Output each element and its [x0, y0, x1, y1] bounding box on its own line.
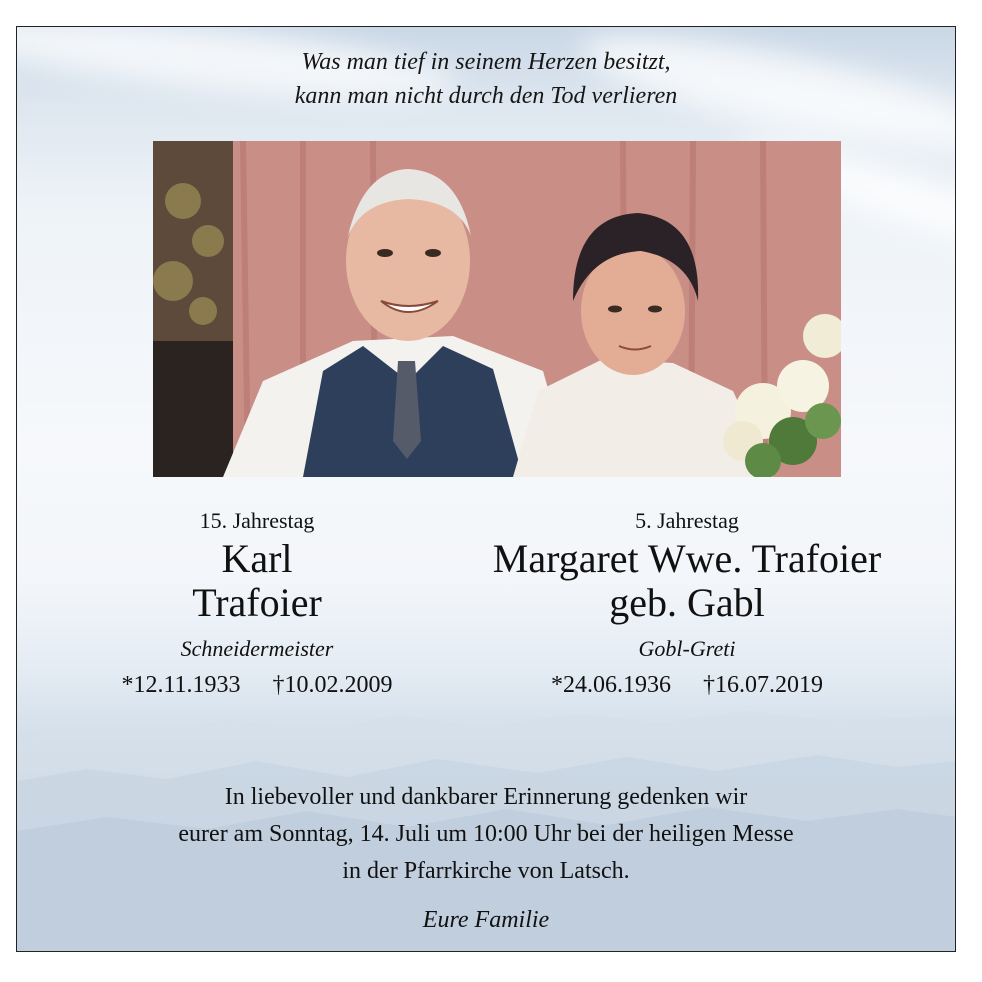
quote [17, 45, 955, 113]
couple-photo [153, 141, 841, 477]
birth-date: *12.11.1933 [121, 672, 241, 698]
memorial-line: in der Pfarrkirche von Latsch. [342, 858, 630, 884]
person-name: Margaret Wwe. Trafoier [492, 536, 882, 581]
person-role: Schneidermeister [180, 636, 334, 661]
death-date: †10.02.2009 [272, 672, 393, 698]
person-name: Karl [221, 536, 293, 581]
family-signature: Eure Familie [422, 907, 550, 933]
person-name: Trafoier [192, 580, 322, 625]
life-dates [457, 667, 917, 703]
anniversary-label: 5. Jahrestag [635, 508, 739, 533]
person-karl [77, 505, 437, 703]
obituary-card [16, 26, 956, 952]
quote-line: kann man nicht durch den Tod verlieren [294, 83, 678, 109]
memorial-line: In liebevoller und dankbarer Erinnerung gedenken wir [224, 784, 748, 810]
memorial-line: eurer am Sonntag, 14. Juli um 10:00 Uhr bei der heiligen Messe [178, 821, 794, 847]
birth-date: *24.06.1936 [551, 672, 671, 698]
person-name: geb. Gabl [609, 580, 765, 625]
person-role: Gobl-Greti [638, 636, 736, 661]
couple-photo-icon [153, 141, 841, 477]
life-dates [77, 667, 437, 703]
death-date: †16.07.2019 [703, 672, 823, 698]
anniversary-label: 15. Jahrestag [199, 508, 315, 533]
memorial-text [17, 779, 955, 890]
quote-line: Was man tief in seinem Herzen besitzt, [301, 49, 671, 75]
person-margaret [457, 505, 917, 703]
